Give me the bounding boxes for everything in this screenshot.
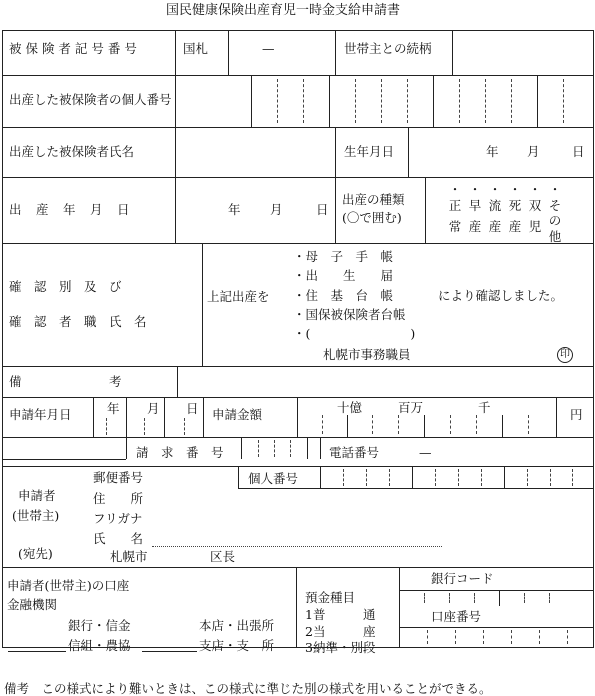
birth-month: 月	[270, 202, 283, 217]
apply-date-label: 申請年月日	[9, 407, 72, 422]
deposit-other: 3納準・別段	[305, 640, 376, 655]
dob-day: 日	[572, 144, 585, 159]
branch-types-1: 本店・出張所	[199, 618, 275, 633]
amount-hyakuman: 百万	[398, 400, 424, 415]
confirm-label-1: 確 認 別 及 び	[9, 279, 122, 294]
dob-label: 生年月日	[344, 144, 395, 159]
confirm-option-boshi[interactable]: ・母 子 手 帳	[293, 249, 394, 264]
insurer-number-label: 被 保 険 者 記 号 番 号	[9, 41, 137, 56]
applicant-householder: (世帯主)	[12, 508, 60, 523]
confirm-prefix: 上記出産を	[207, 289, 270, 304]
account-number-label: 口座番号	[431, 609, 482, 624]
mynumber-label: 出産した被保険者の個人番号	[9, 92, 172, 107]
branch-types-2: 支店・支 所	[199, 638, 275, 653]
amount-yen: 円	[570, 407, 583, 422]
postal-label: 郵便番号	[93, 470, 144, 485]
confirm-option-jyuki[interactable]: ・住 基 台 帳	[293, 288, 394, 303]
bank-types-2: 信組・農協	[68, 638, 131, 653]
phone-label: 電話番号	[329, 445, 380, 460]
confirm-suffix: により確認しました。	[438, 288, 564, 303]
seal-mark: 印	[557, 347, 573, 363]
city-label: 札幌市	[110, 549, 148, 564]
kokusatsu-label: 国札	[183, 41, 209, 56]
birth-type-other[interactable]: ・ そ の 他	[548, 182, 562, 244]
birth-day: 日	[316, 202, 329, 217]
birth-type-stillbirth[interactable]: ・ 死 産	[508, 182, 522, 235]
applicant-mynumber-label: 個人番号	[248, 471, 299, 486]
bank-types-1: 銀行・信金	[68, 618, 131, 633]
birth-type-twins[interactable]: ・ 双 児	[528, 182, 542, 235]
amount-oku: 十億	[337, 400, 363, 415]
apply-amount-label: 申請金額	[212, 407, 263, 422]
ward-head-label: 区長	[210, 549, 236, 564]
birth-type-label: 出産の種類	[342, 192, 405, 207]
birth-type-normal[interactable]: ・ 正 常	[448, 182, 462, 235]
relation-label: 世帯主との続柄	[344, 41, 432, 56]
footer-note: 備考 この様式により難いときは、この様式に準じた別の様式を用いることができる。	[4, 681, 492, 696]
remarks-label: 備 考	[9, 374, 122, 389]
birth-type-note: (〇で囲む)	[342, 210, 402, 225]
dob-year: 年	[486, 144, 499, 159]
institution-label: 金融機関	[7, 597, 58, 612]
confirm-option-other[interactable]: ・( )	[293, 326, 416, 341]
staff-label: 札幌市事務職員	[323, 347, 411, 362]
address-label: 住 所	[93, 491, 144, 506]
birth-year: 年	[228, 202, 241, 217]
form-title: 国民健康保険出産育児一時金支給申請書	[166, 3, 401, 18]
amount-sen: 千	[478, 400, 491, 415]
confirm-label-2: 確 認 者 職 氏 名	[9, 314, 147, 329]
birth-type-premature[interactable]: ・ 早 産	[468, 182, 482, 235]
birth-type-miscarriage[interactable]: ・ 流 産	[488, 182, 502, 235]
apply-day: 日	[186, 401, 199, 416]
deposit-current: 2当 座	[305, 624, 376, 639]
furigana-label: フリガナ	[93, 511, 143, 526]
insured-name-label: 出産した被保険者氏名	[9, 144, 135, 159]
apply-month: 月	[147, 401, 160, 416]
apply-year: 年	[107, 401, 120, 416]
claim-number-label: 請 求 番 号	[136, 445, 224, 460]
applicant-label: 申請者	[18, 488, 56, 503]
bank-account-label: 申請者(世帯主)の口座	[7, 578, 130, 593]
confirm-option-birth-notice[interactable]: ・出 生 届	[293, 268, 394, 283]
dob-month: 月	[527, 144, 540, 159]
applicant-addressee: (宛先)	[18, 546, 53, 561]
birth-date-label: 出 産 年 月 日	[9, 202, 131, 217]
deposit-type-label: 預金種目	[305, 590, 356, 605]
confirm-option-kokuho[interactable]: ・国保被保険者台帳	[293, 307, 406, 322]
phone-dash: —	[419, 445, 432, 460]
deposit-ordinary: 1普 通	[305, 607, 376, 622]
bank-code-label: 銀行コード	[431, 571, 494, 586]
applicant-name-label: 氏 名	[93, 531, 144, 546]
insurer-dash: —	[262, 41, 275, 56]
